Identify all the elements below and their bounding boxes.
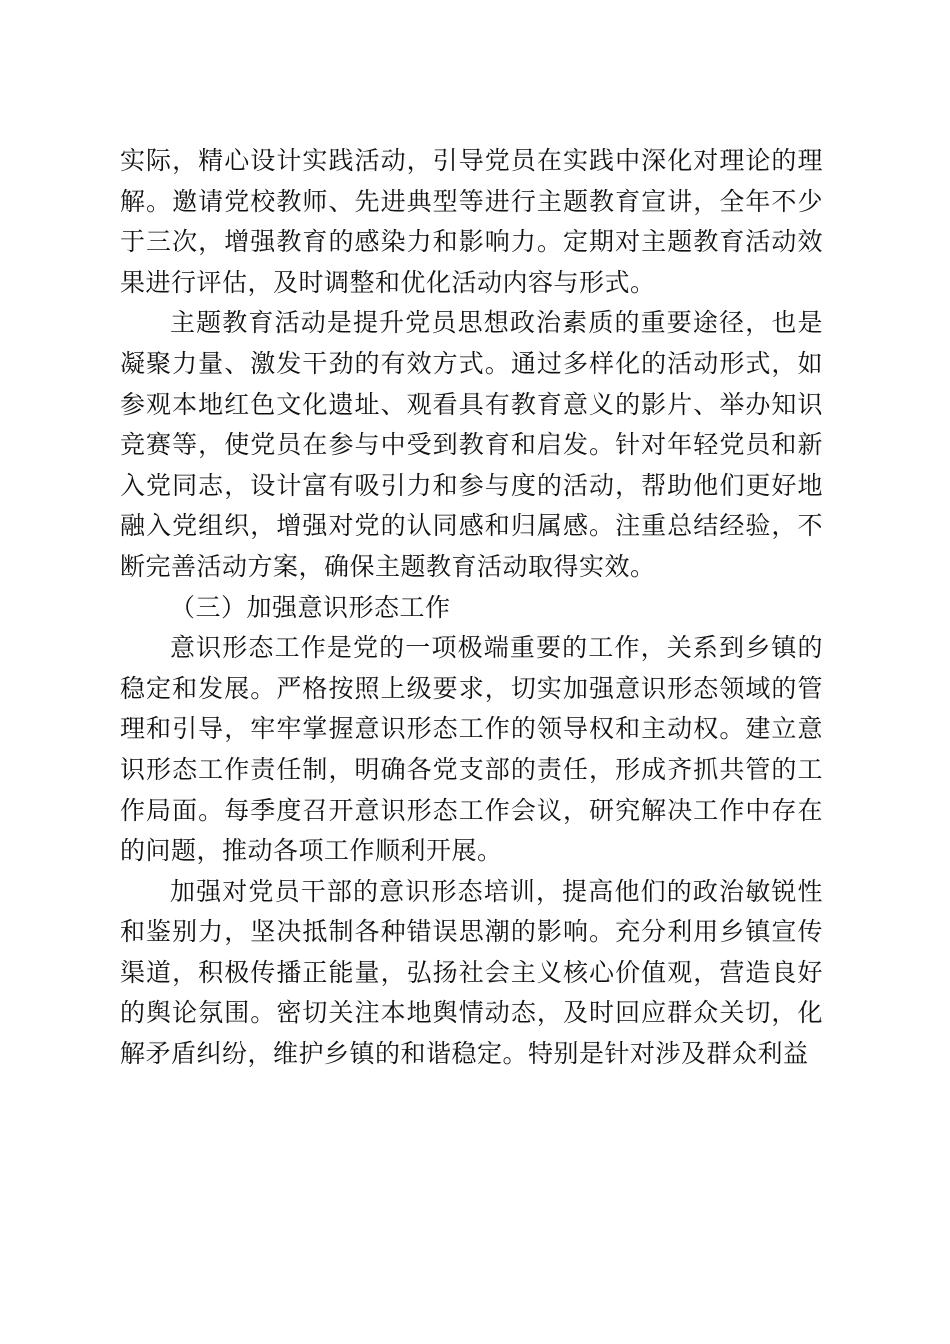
paragraph-theme-education: 主题教育活动是提升党员思想政治素质的重要途径，也是凝聚力量、激发干劲的有效方式。通过多样化的活动形式，如参观本地红色文化遗址、观看具有教育意义的影片、举办知识竞赛等，使党员在参与中受到教育和启发。针对年轻党员和新入党同志，设计富有吸引力和参与度的活动，帮助他们更好地融入党组织，增强对党的认同感和归属感。注重总结经验，不断完善活动方案，确保主题教育活动取得实效。 xyxy=(120,308,823,581)
paragraph-ideology-training: 加强对党员干部的意识形态培训，提高他们的政治敏锐性和鉴别力，坚决抵制各种错误思潮的影响。充分利用乡镇宣传渠道，积极传播正能量，弘扬社会主义核心价值观，营造良好的舆论氛围。密切关注本地舆情动态，及时回应群众关切，化解矛盾纠纷，维护乡镇的和谐稳定。特别是针对涉及群众利益 xyxy=(120,876,823,1069)
paragraph-continuation: 实际，精心设计实践活动，引导党员在实践中深化对理论的理解。邀请党校教师、先进典型等进行主题教育宣讲，全年不少于三次，增强教育的感染力和影响力。定期对主题教育活动效果进行评估，及时调整和优化活动内容与形式。 xyxy=(120,146,823,297)
section-heading-ideology: （三）加强意识形态工作 xyxy=(170,592,451,622)
paragraph-ideology-work: 意识形态工作是党的一项极端重要的工作，关系到乡镇的稳定和发展。严格按照上级要求，切实加强意识形态领域的管理和引导，牢牢掌握意识形态工作的领导权和主动权。建立意识形态工作责任制，明确各党支部的责任，形成齐抓共管的工作局面。每季度召开意识形态工作会议，研究解决工作中存在的问题，推动各项工作顺利开展。 xyxy=(120,633,823,866)
document-body xyxy=(120,141,823,1075)
